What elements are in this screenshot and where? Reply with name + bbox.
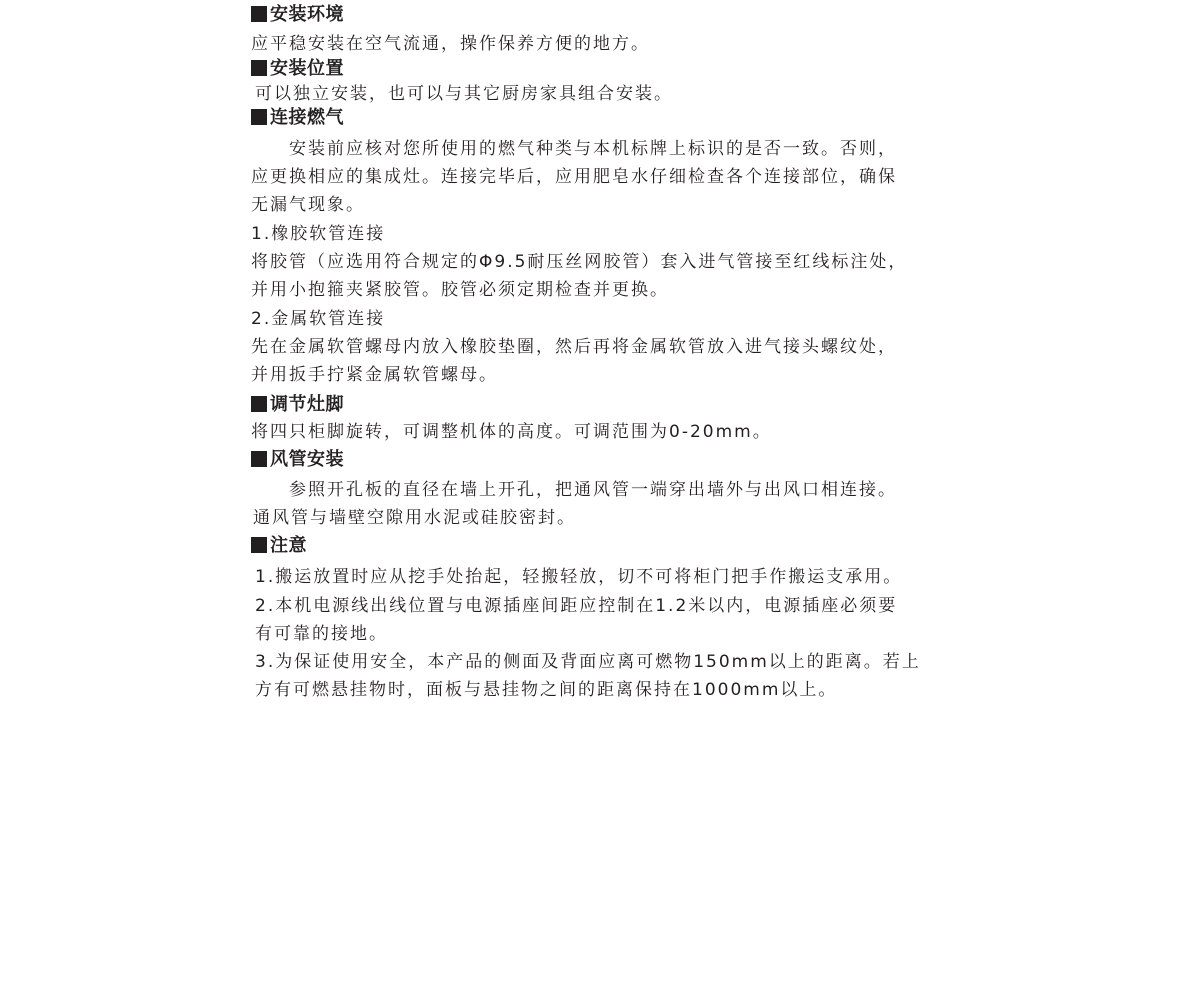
- paragraph-line: 将四只柜脚旋转，可调整机体的高度。可调范围为0-20mm。: [251, 422, 772, 442]
- section-heading-gas-connection: 连接燃气: [251, 106, 344, 130]
- paragraph-line: 并用扳手拧紧金属软管螺母。: [251, 365, 498, 385]
- list-item: 3.为保证使用安全，本产品的侧面及背面应离可燃物150mm以上的距离。若上: [255, 652, 921, 672]
- list-item: 1.搬运放置时应从挖手处抬起，轻搬轻放，切不可将柜门把手作搬运支承用。: [255, 567, 903, 587]
- square-bullet-icon: [251, 451, 267, 467]
- section-heading-environment: 安装环境: [251, 3, 344, 27]
- paragraph-line: 无漏气现象。: [251, 195, 365, 215]
- section-heading-notes: 注意: [251, 534, 307, 558]
- subheading-rubber-hose: 1.橡胶软管连接: [251, 224, 386, 244]
- list-item-continuation: 有可靠的接地。: [255, 624, 388, 644]
- paragraph-line: 并用小抱箍夹紧胶管。胶管必须定期检查并更换。: [251, 280, 669, 300]
- paragraph-line: 将胶管（应选用符合规定的Φ9.5耐压丝网胶管）套入进气管接至红线标注处，: [251, 252, 908, 272]
- list-item-continuation: 方有可燃悬挂物时，面板与悬挂物之间的距离保持在1000mm以上。: [255, 680, 838, 700]
- section-heading-position: 安装位置: [251, 57, 344, 81]
- paragraph-line: 通风管与墙壁空隙用水泥或硅胶密封。: [253, 508, 576, 528]
- section-heading-duct-installation: 风管安装: [251, 448, 344, 472]
- square-bullet-icon: [251, 109, 267, 125]
- paragraph-line: 先在金属软管螺母内放入橡胶垫圈，然后再将金属软管放入进气接头螺纹处，: [251, 337, 897, 357]
- subheading-metal-hose: 2.金属软管连接: [251, 309, 386, 329]
- square-bullet-icon: [251, 396, 267, 412]
- section-heading-adjust-feet: 调节灶脚: [251, 393, 344, 417]
- paragraph-line: 可以独立安装，也可以与其它厨房家具组合安装。: [255, 84, 673, 104]
- paragraph-line: 应更换相应的集成灶。连接完毕后，应用肥皂水仔细检查各个连接部位，确保: [251, 167, 897, 187]
- paragraph-line: 参照开孔板的直径在墙上开孔，把通风管一端穿出墙外与出风口相连接。: [289, 480, 897, 500]
- square-bullet-icon: [251, 537, 267, 553]
- paragraph-line: 安装前应核对您所使用的燃气种类与本机标牌上标识的是否一致。否则，: [289, 139, 897, 159]
- list-item: 2.本机电源线出线位置与电源插座间距应控制在1.2米以内，电源插座必须要: [255, 596, 898, 616]
- paragraph-line: 应平稳安装在空气流通，操作保养方便的地方。: [251, 34, 650, 54]
- square-bullet-icon: [251, 60, 267, 76]
- square-bullet-icon: [251, 6, 267, 22]
